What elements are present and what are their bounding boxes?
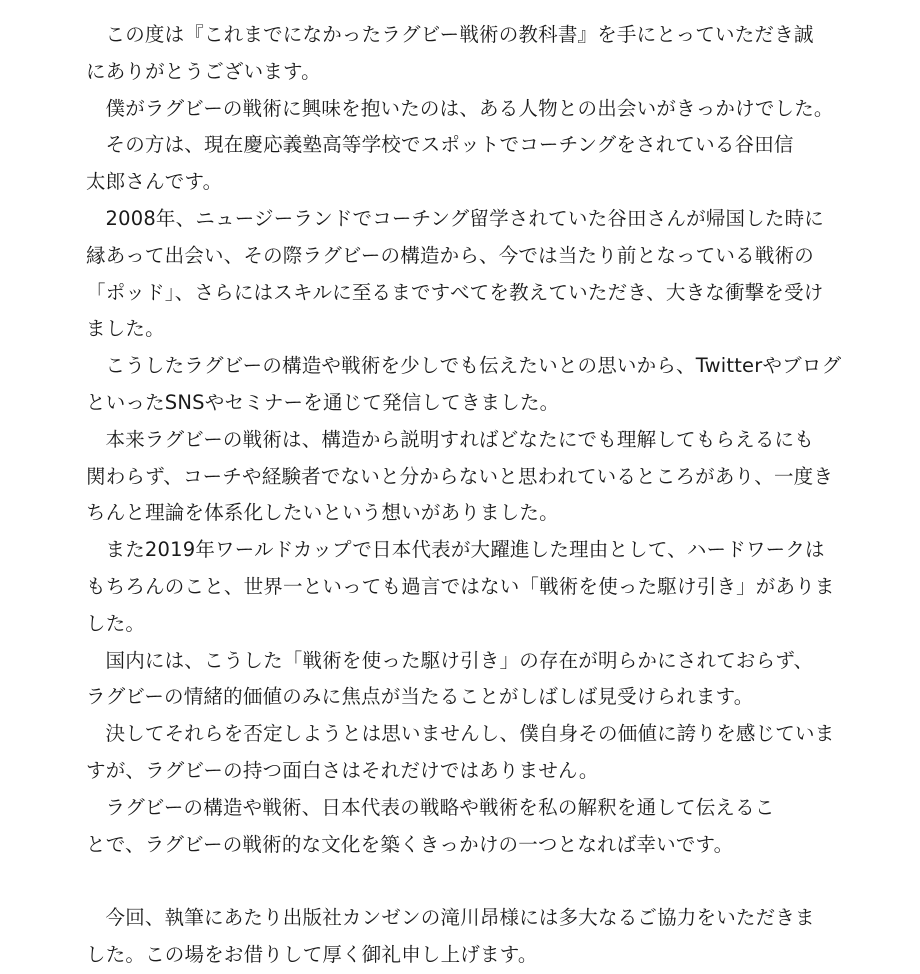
paragraph-1	[86, 17, 814, 91]
paragraph-7	[86, 532, 835, 642]
paragraph-5	[86, 348, 842, 422]
text-line: この度は『これまでになかったラグビー戦術の教科書』を手にとっていただき誠	[105, 23, 814, 46]
text-line: ラグビーの構造や戦術、日本代表の戦略や戦術を私の解釈を通して伝えることで、ラグビーの戦術的な文化を築くきっかけの一つとなれば幸いです。	[86, 795, 775, 856]
text-line: 縁あって出会い、その際ラグビーの構造から、今では当たり前となっている戦術の	[86, 243, 814, 267]
text-line: すが、ラグビーの持つ面白さはそれだけではありません。	[86, 758, 599, 782]
text-line: 今回、執筆にあたり出版社カンゼンの滝川昂様には多大なるご協力をいただきま	[105, 906, 815, 930]
text-line: ラグビーの情緒的価値のみに焦点が当たることがしばしば見受けられます。	[86, 685, 754, 709]
text-line: した。この場をお借りして厚く御礼申し上げます。	[86, 942, 538, 966]
paragraph-4	[86, 201, 824, 348]
paragraph-9	[86, 716, 835, 790]
text-line: にありがとうございます。	[86, 59, 321, 83]
text-line: また2019年ワールドカップで日本代表が大躍進した理由として、ハードワークは	[105, 538, 825, 562]
text-line: といったSNSやセミナーを通じて発信してきました。	[86, 390, 560, 414]
text-line: 決してそれらを否定しようとは思いませんし、僕自身その価値に誇りを感じていま	[105, 722, 835, 746]
paragraph-3	[86, 127, 806, 201]
paragraph-10	[86, 790, 792, 864]
text-line: 僕がラグビーの戦術に興味を抱いたのは、ある人物との出会いがきっかけでした。	[105, 96, 834, 120]
text-line: その方は、現在慶応義塾高等学校でスポットでコーチングをされている谷田信	[105, 133, 794, 157]
paragraph-11	[86, 900, 815, 974]
paragraph-6	[86, 422, 834, 532]
text-line: ました。	[86, 317, 165, 341]
text-line: こうしたラグビーの構造や戦術を少しでも伝えたいとの思いから、Twitterやブログ	[105, 354, 842, 378]
text-line: ちんと理論を体系化したいという想いがありました。	[86, 501, 559, 525]
text-line: 2008年、ニュージーランドでコーチング留学されていた谷田さんが帰国した時に	[105, 206, 824, 230]
text-line: 関わらず、コーチや経験者でないと分からないと思われているところがあり、一度き	[86, 464, 834, 488]
text-line: 国内には、こうした「戦術を使った駆け引き」の存在が明らかにされておらず、	[105, 648, 814, 672]
paragraph-spacer	[86, 863, 806, 900]
paragraph-2	[86, 91, 834, 128]
document-body	[86, 17, 842, 974]
text-line: 「ポッド」、さらにはスキルに至るまですべてを教えていただき、大きな衝撃を受け	[86, 280, 824, 304]
text-line: 太郎さんです。	[86, 170, 223, 194]
text-line: もちろんのこと、世界一といっても過言ではない「戦術を使った駆け引き」がありま	[86, 574, 835, 598]
text-line: 本来ラグビーの戦術は、構造から説明すればどなたにでも理解してもらえるにも	[105, 427, 814, 451]
text-line: した。	[86, 611, 146, 635]
paragraph-8	[86, 643, 814, 717]
